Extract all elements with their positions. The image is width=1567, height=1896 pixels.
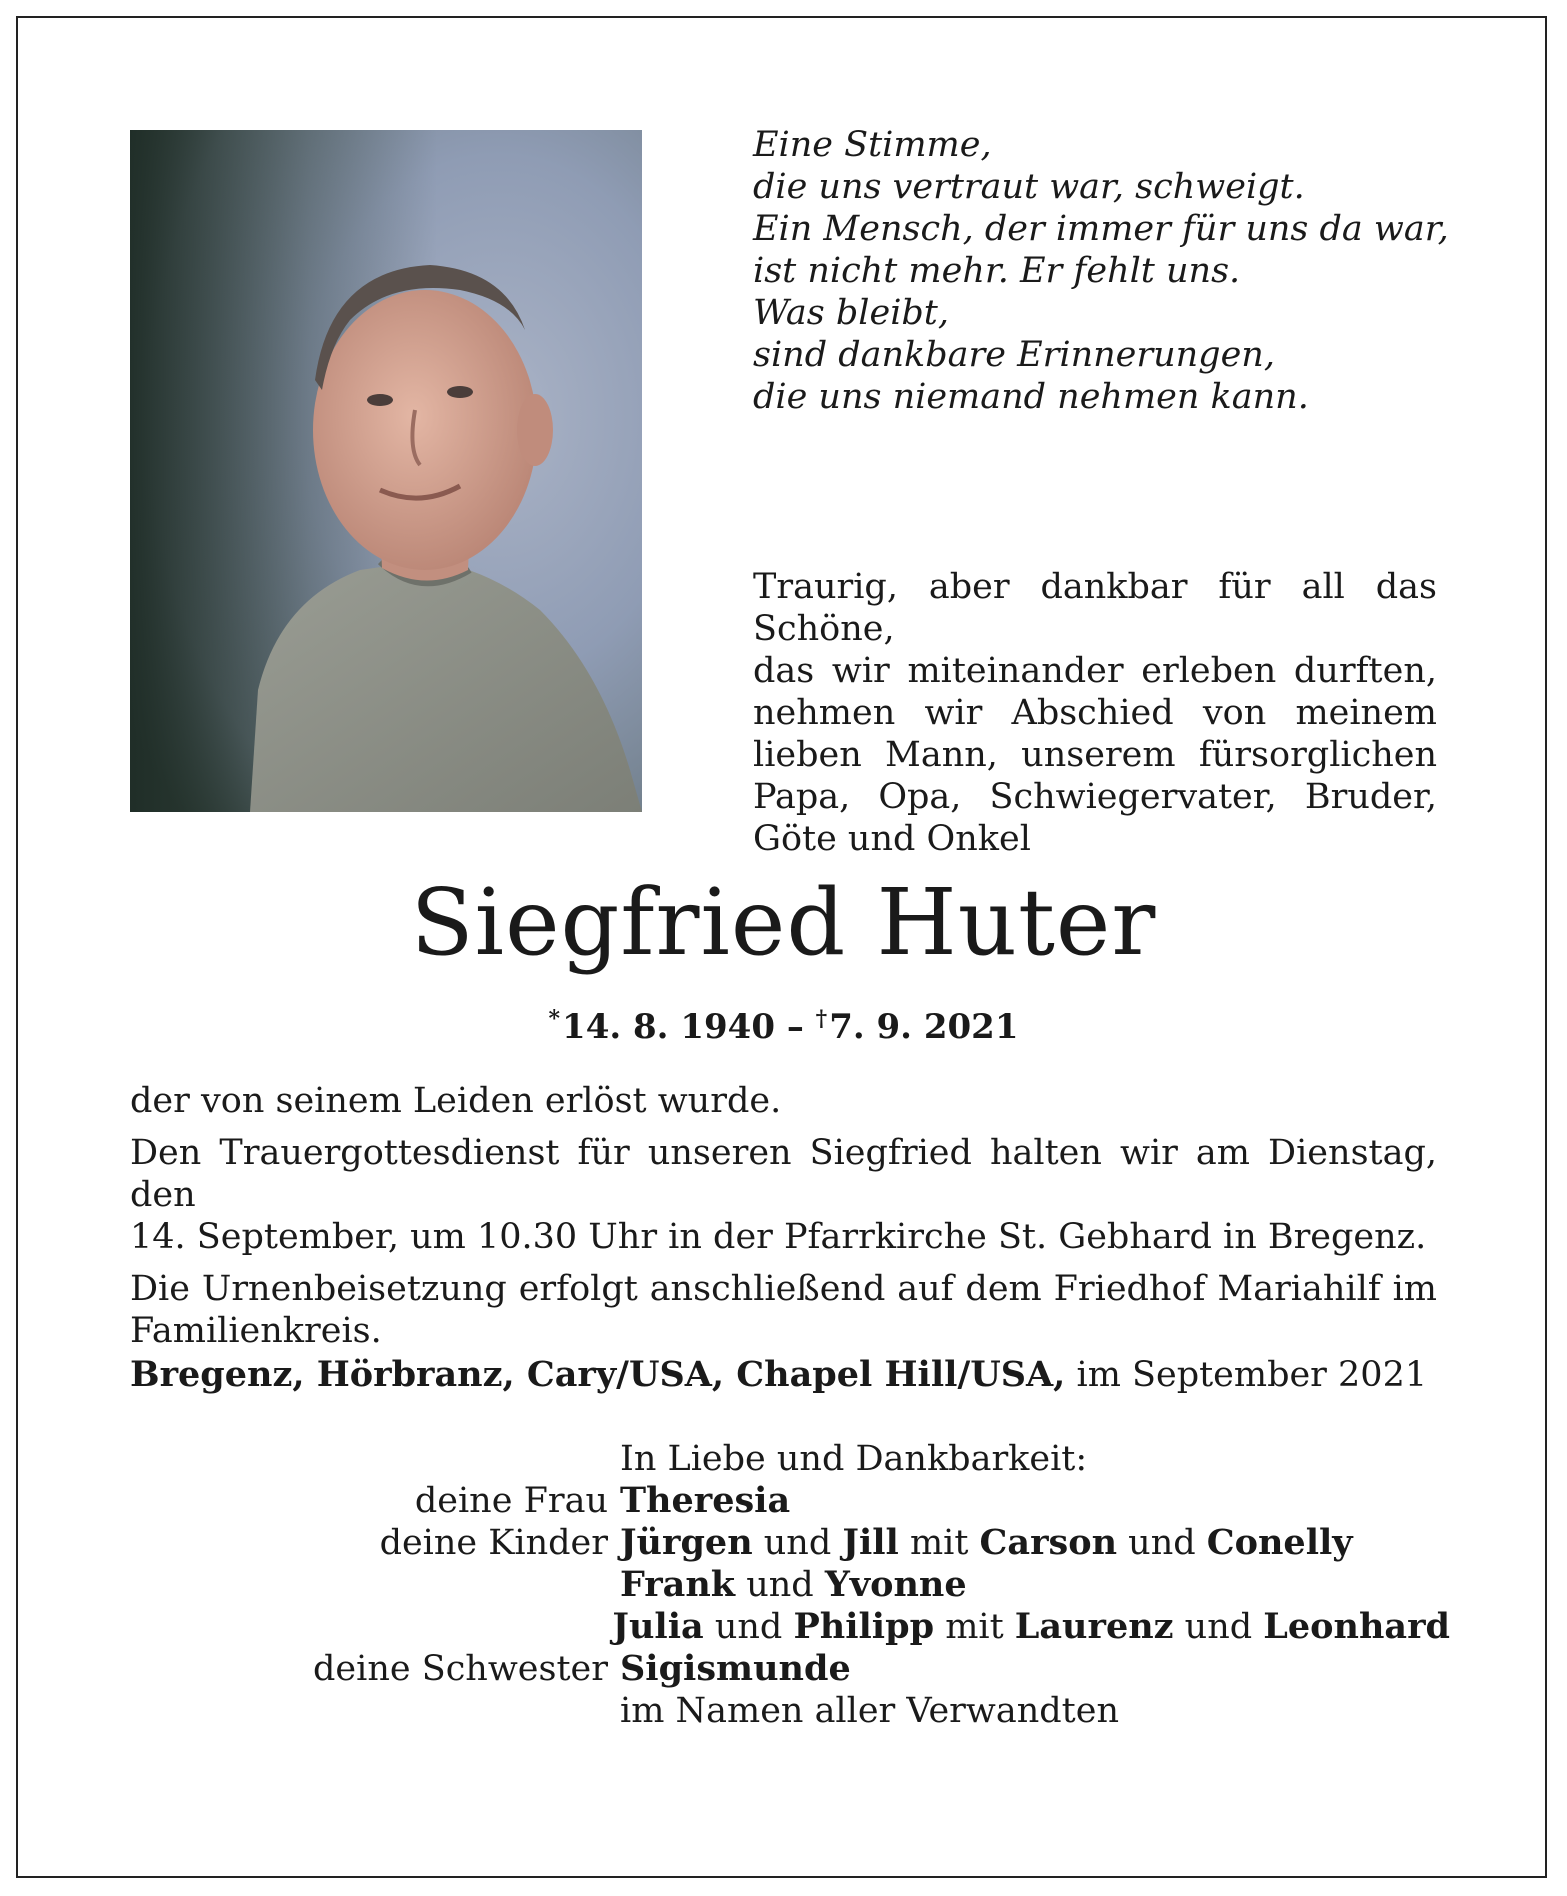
child-name: Frank [620,1564,736,1605]
wife-name: Theresia [620,1480,791,1521]
child-name: Julia [612,1606,704,1647]
children-line [620,1564,967,1606]
places-bold: Bregenz, Hörbranz, Cary/USA, Chapel Hill/USA, [130,1354,1066,1395]
intro-line: Papa, Opa, Schwiegervater, Bruder, [753,777,1437,817]
grandchild-name: Carson [979,1522,1118,1563]
conjunction: und [735,1565,825,1605]
poem-line: Was bleibt, [753,293,949,333]
grandchild-name: Leonhard [1263,1606,1450,1647]
conjunction: und [1173,1607,1264,1647]
child-partner-name: Jill [842,1522,899,1563]
birth-date: 14. 8. 1940 [562,1007,775,1047]
signoff-closing: im Namen aller Verwandten [620,1691,1119,1731]
child-partner-name: Philipp [793,1606,935,1647]
children-label: deine Kinder [379,1523,608,1563]
date-separator: – [774,1007,816,1047]
body-paragraph: der von seinem Leiden erlöst wurde. [130,1081,782,1121]
poem-line: die uns vertraut war, schweigt. [753,167,1305,207]
poem-line: sind dankbare Erinnerungen, [753,335,1275,375]
service-paragraph [130,1132,1437,1258]
portrait-photo [130,130,642,812]
conjunction: und [703,1607,794,1647]
places-date: im September 2021 [1065,1355,1428,1395]
conjunction: und [752,1523,843,1563]
children-line [620,1522,1353,1564]
grandchild-name: Conelly [1206,1522,1353,1563]
death-date: 7. 9. 2021 [829,1007,1019,1047]
service-line: 14. September, um 10.30 Uhr in der Pfarrkirche St. Gebhard in Bregenz. [130,1217,1427,1257]
burial-line: Die Urnenbeisetzung erfolgt anschließend auf dem Friedhof Mariahilf im [130,1269,1437,1309]
intro-line: Göte und Onkel [753,819,1031,859]
sister-name: Sigismunde [620,1648,851,1689]
grandchild-name: Laurenz [1014,1606,1174,1647]
intro-line: Traurig, aber dankbar für all das Schöne, [753,567,1437,649]
deceased-name: Siegfried Huter [410,869,1157,976]
children-line [612,1606,1450,1648]
memorial-poem [753,124,1453,418]
announcement-body [130,1080,1437,1362]
intro-line: lieben Mann, unserem fürsorglichen [753,735,1437,775]
conjunction: und [1117,1523,1207,1563]
burial-paragraph [130,1268,1437,1352]
poem-line: Eine Stimme, [753,125,992,165]
wife-label: deine Frau [414,1481,608,1521]
signoff-heading: In Liebe und Dankbarkeit: [620,1439,1088,1479]
conjunction: mit [934,1607,1015,1647]
signoff [130,1438,1450,1732]
service-line: Den Trauergottesdienst für unseren Siegfried halten wir am Dienstag, den [130,1133,1437,1215]
death-symbol: † [815,1006,828,1032]
intro-line: das wir miteinander erleben durften, [753,651,1437,691]
poem-line: die uns niemand nehmen kann. [753,377,1309,417]
conjunction: mit [898,1523,980,1563]
poem-line: ist nicht mehr. Er fehlt uns. [753,251,1241,291]
child-name: Jürgen [620,1522,753,1563]
burial-line: Familienkreis. [130,1311,382,1351]
child-partner-name: Yvonne [824,1564,967,1605]
intro-line: nehmen wir Abschied von meinem [753,693,1437,733]
intro-text [753,566,1437,860]
birth-symbol: * [548,1006,561,1032]
place-date-line [130,1354,1437,1396]
poem-line: Ein Mensch, der immer für uns da war, [753,209,1449,249]
life-dates [0,998,1567,1048]
sister-label: deine Schwester [313,1649,608,1689]
